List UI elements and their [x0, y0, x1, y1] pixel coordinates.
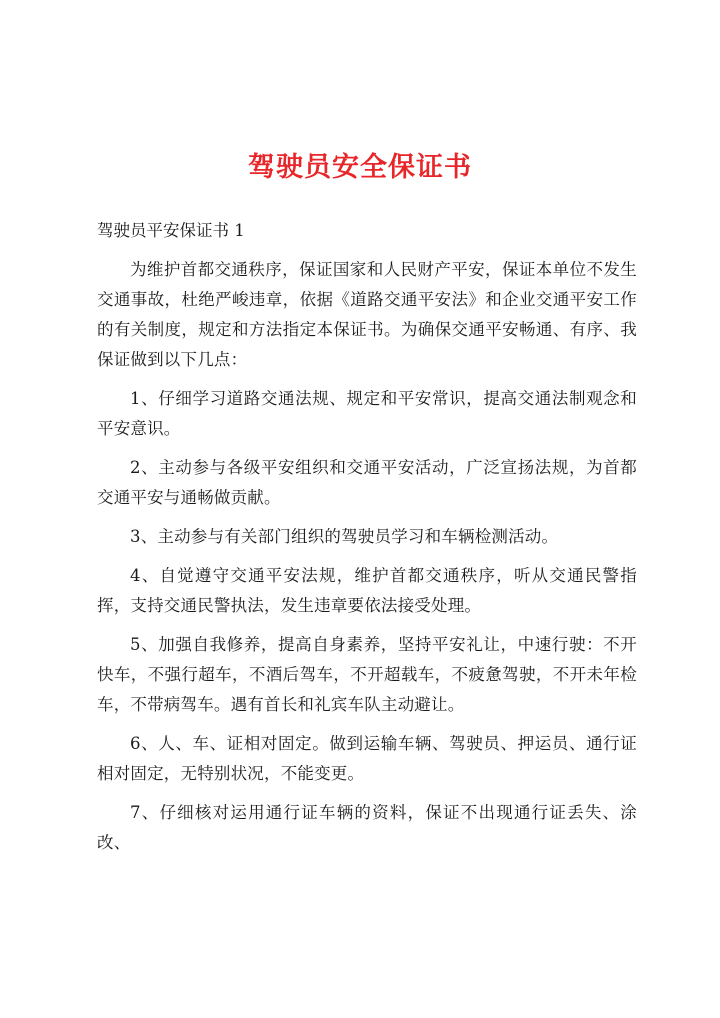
- document-subtitle: 驾驶员平安保证书 1: [97, 221, 245, 240]
- paragraph-intro: 为维护首都交通秩序，保证国家和人民财产平安，保证本单位不发生交通事故，杜绝严峻违章，依据《道路交通平安法》和企业交通平安工作的有关制度，规定和方法指定本保证书。为确保交通平安畅通、有序、我保证做到以下几点：: [97, 260, 637, 369]
- paragraph-item-4: 4、自觉遵守交通平安法规，维护首都交通秩序，听从交通民警指挥，支持交通民警执法，发生违章要依法接受处理。: [97, 566, 637, 615]
- paragraph-item-1: 1、仔细学习道路交通法规、规定和平安常识，提高交通法制观念和平安意识。: [97, 389, 637, 438]
- paragraph-item-2: 2、主动参与各级平安组织和交通平安活动，广泛宣扬法规，为首都交通平安与通畅做贡献。: [97, 458, 637, 507]
- document-body: [97, 216, 637, 858]
- document-title: 驾驶员安全保证书: [248, 152, 472, 183]
- paragraph-item-6: 6、人、车、证相对固定。做到运输车辆、驾驶员、押运员、通行证相对固定，无特别状况，不能变更。: [97, 734, 637, 783]
- paragraph-item-3: 3、主动参与有关部门组织的驾驶员学习和车辆检测活动。: [130, 527, 559, 546]
- paragraph-item-5: 5、加强自我修养，提高自身素养，坚持平安礼让，中速行驶：不开快车，不强行超车，不酒后驾车，不开超载车，不疲惫驾驶，不开未年检车，不带病驾车。遇有首长和礼宾车队主动避让。: [97, 635, 637, 714]
- paragraph-item-7: 7、仔细核对运用通行证车辆的资料，保证不出现通行证丢失、涂改、: [97, 803, 637, 852]
